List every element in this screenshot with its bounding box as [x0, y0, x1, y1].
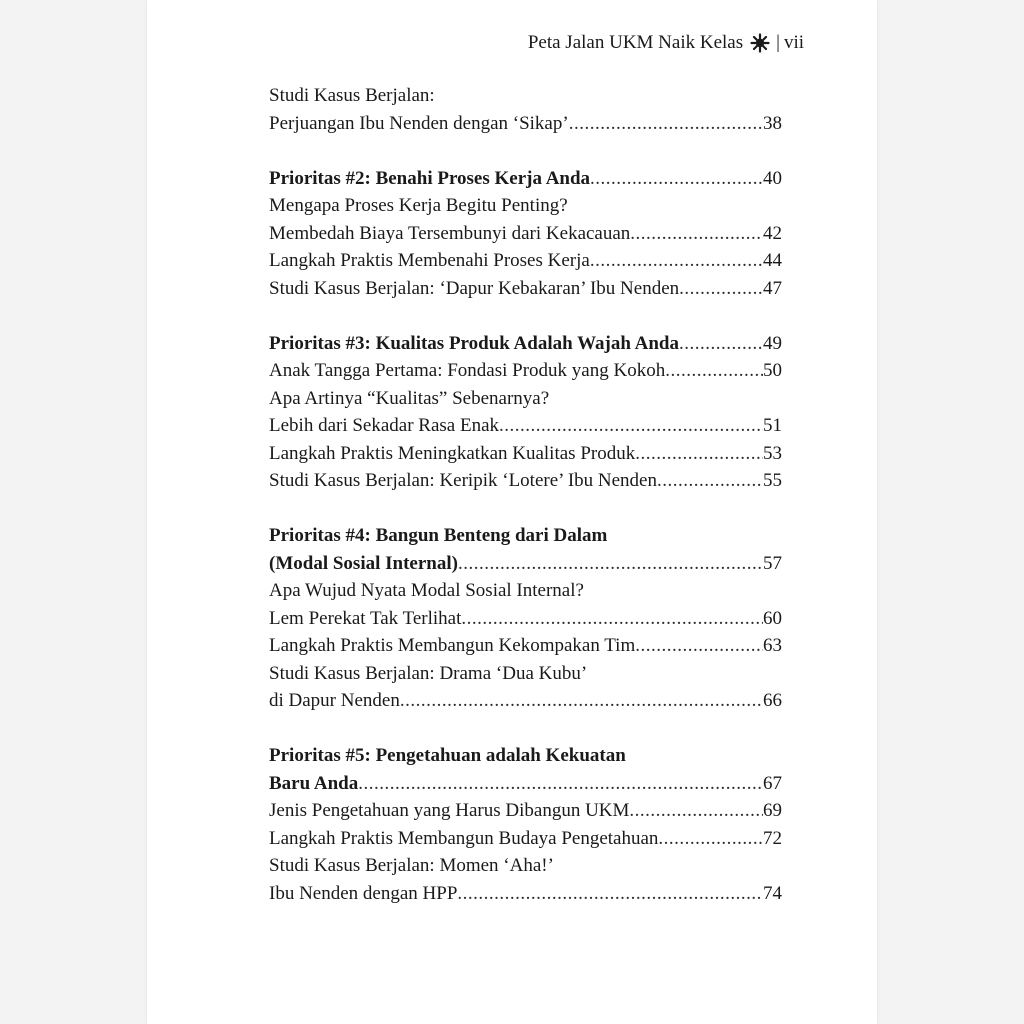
- toc-entry-line: [269, 605, 782, 633]
- running-title: Peta Jalan UKM Naik Kelas: [527, 32, 744, 53]
- toc-heading-line: [269, 742, 782, 770]
- toc-page-number: 53: [763, 442, 782, 464]
- toc-entry-line: [269, 440, 782, 468]
- toc-entry-title: Lem Perekat Tak Terlihat: [269, 607, 462, 629]
- toc-entry-title: Ibu Nenden dengan HPP: [269, 882, 458, 904]
- toc-page-number: 40: [763, 167, 782, 189]
- toc-page-number: 63: [763, 635, 782, 656]
- toc-entry-title: Mengapa Proses Kerja Begitu Penting?: [269, 195, 568, 216]
- toc-page-number: 51: [763, 415, 782, 436]
- dot-leader: [499, 412, 763, 440]
- dot-leader: [461, 605, 763, 633]
- toc-entry-line: [269, 110, 782, 138]
- toc-entry-title: Membedah Biaya Tersembunyi dari Kekacauan: [269, 222, 631, 244]
- toc-entry-title: Lebih dari Sekadar Rasa Enak: [269, 415, 500, 436]
- toc-page-number: 47: [763, 277, 782, 299]
- dot-leader: [635, 440, 763, 468]
- toc-entry-title: Prioritas #4: Bangun Benteng dari Dalam: [269, 525, 608, 546]
- toc-entry-title: (Modal Sosial Internal): [269, 552, 458, 574]
- section-gap: [269, 137, 782, 165]
- section-gap: [269, 302, 782, 330]
- toc-entry-line: [269, 467, 782, 495]
- dot-leader: [679, 330, 763, 358]
- section-gap: [269, 495, 782, 523]
- toc-entry-line: [269, 577, 782, 605]
- toc-entry-title: Prioritas #3: Kualitas Produk Adalah Wajah Anda: [269, 332, 679, 354]
- toc-entry-line: [269, 825, 782, 853]
- dot-leader: [569, 110, 763, 138]
- toc-page-number: 44: [763, 250, 782, 271]
- dot-leader: [629, 797, 763, 825]
- toc-page-number: 69: [763, 800, 782, 821]
- toc-page-number: 49: [763, 332, 782, 354]
- toc-page-number: 66: [763, 690, 782, 711]
- toc-entry-title: Langkah Praktis Membangun Kekompakan Tim: [269, 635, 636, 656]
- toc-entry-line: [269, 687, 782, 715]
- dot-leader: [657, 467, 763, 495]
- toc-entry-title: Studi Kasus Berjalan:: [269, 85, 435, 106]
- toc-entry-title: Baru Anda: [269, 772, 359, 794]
- toc-entry-line: [269, 797, 782, 825]
- toc-entry-line: [269, 852, 782, 880]
- dot-leader: [679, 275, 763, 303]
- toc-entry-line: [269, 220, 782, 248]
- dot-leader: [635, 632, 763, 660]
- header-separator: |: [776, 32, 780, 53]
- section-gap: [269, 715, 782, 743]
- dot-leader: [458, 550, 763, 578]
- toc-entry-line: [269, 660, 782, 688]
- toc-entry-line: [269, 385, 782, 413]
- toc-heading-line: [269, 550, 782, 578]
- toc-entry-title: Studi Kasus Berjalan: Drama ‘Dua Kubu’: [269, 662, 588, 684]
- toc-entry-title: Apa Wujud Nyata Modal Sosial Internal?: [269, 580, 584, 601]
- sun-burst-icon: [750, 33, 770, 53]
- toc-page-number: 60: [763, 607, 782, 629]
- toc-entry-title: Studi Kasus Berjalan: Keripik ‘Lotere’ Ibu Nenden: [269, 470, 657, 491]
- dot-leader: [590, 165, 763, 193]
- toc-page-number: 67: [763, 772, 782, 794]
- toc-entry-title: Langkah Praktis Meningkatkan Kualitas Produk: [269, 442, 636, 464]
- dot-leader: [457, 880, 763, 908]
- toc-entry-line: [269, 412, 782, 440]
- page-number: vii: [783, 32, 804, 53]
- toc-page-number: 42: [763, 222, 782, 244]
- table-of-contents: [269, 82, 782, 907]
- toc-entry-title: Jenis Pengetahuan yang Harus Dibangun UKM: [269, 800, 630, 821]
- toc-entry-title: Prioritas #5: Pengetahuan adalah Kekuatan: [269, 745, 626, 766]
- dot-leader: [400, 687, 763, 715]
- toc-heading-line: [269, 165, 782, 193]
- toc-page-number: 74: [763, 882, 782, 904]
- toc-entry-title: Perjuangan Ibu Nenden dengan ‘Sikap’: [269, 112, 569, 134]
- toc-heading-line: [269, 770, 782, 798]
- dot-leader: [630, 220, 763, 248]
- toc-entry-line: [269, 82, 782, 110]
- dot-leader: [358, 770, 763, 798]
- toc-page-number: 57: [763, 552, 782, 574]
- book-page: [147, 0, 877, 1024]
- toc-entry-line: [269, 247, 782, 275]
- toc-entry-title: Apa Artinya “Kualitas” Sebenarnya?: [269, 387, 550, 409]
- toc-page-number: 72: [763, 827, 782, 849]
- toc-entry-title: Prioritas #2: Benahi Proses Kerja Anda: [269, 167, 591, 189]
- toc-heading-line: [269, 330, 782, 358]
- toc-entry-line: [269, 357, 782, 385]
- running-header: [528, 30, 804, 56]
- toc-entry-title: Langkah Praktis Membenahi Proses Kerja: [269, 250, 590, 271]
- toc-entry-line: [269, 880, 782, 908]
- toc-entry-title: Langkah Praktis Membangun Budaya Pengetahuan: [269, 827, 659, 849]
- toc-heading-line: [269, 522, 782, 550]
- toc-entry-line: [269, 632, 782, 660]
- toc-entry-line: [269, 192, 782, 220]
- toc-page-number: 50: [763, 360, 782, 381]
- toc-page-number: 38: [763, 112, 782, 134]
- dot-leader: [590, 247, 763, 275]
- toc-entry-title: Studi Kasus Berjalan: ‘Dapur Kebakaran’ Ibu Nenden: [269, 277, 680, 299]
- toc-entry-title: Studi Kasus Berjalan: Momen ‘Aha!’: [269, 855, 554, 876]
- dot-leader: [658, 825, 763, 853]
- toc-entry-title: Anak Tangga Pertama: Fondasi Produk yang Kokoh: [269, 360, 666, 381]
- dot-leader: [665, 357, 763, 385]
- toc-entry-line: [269, 275, 782, 303]
- toc-entry-title: di Dapur Nenden: [269, 690, 400, 711]
- toc-page-number: 55: [763, 470, 782, 491]
